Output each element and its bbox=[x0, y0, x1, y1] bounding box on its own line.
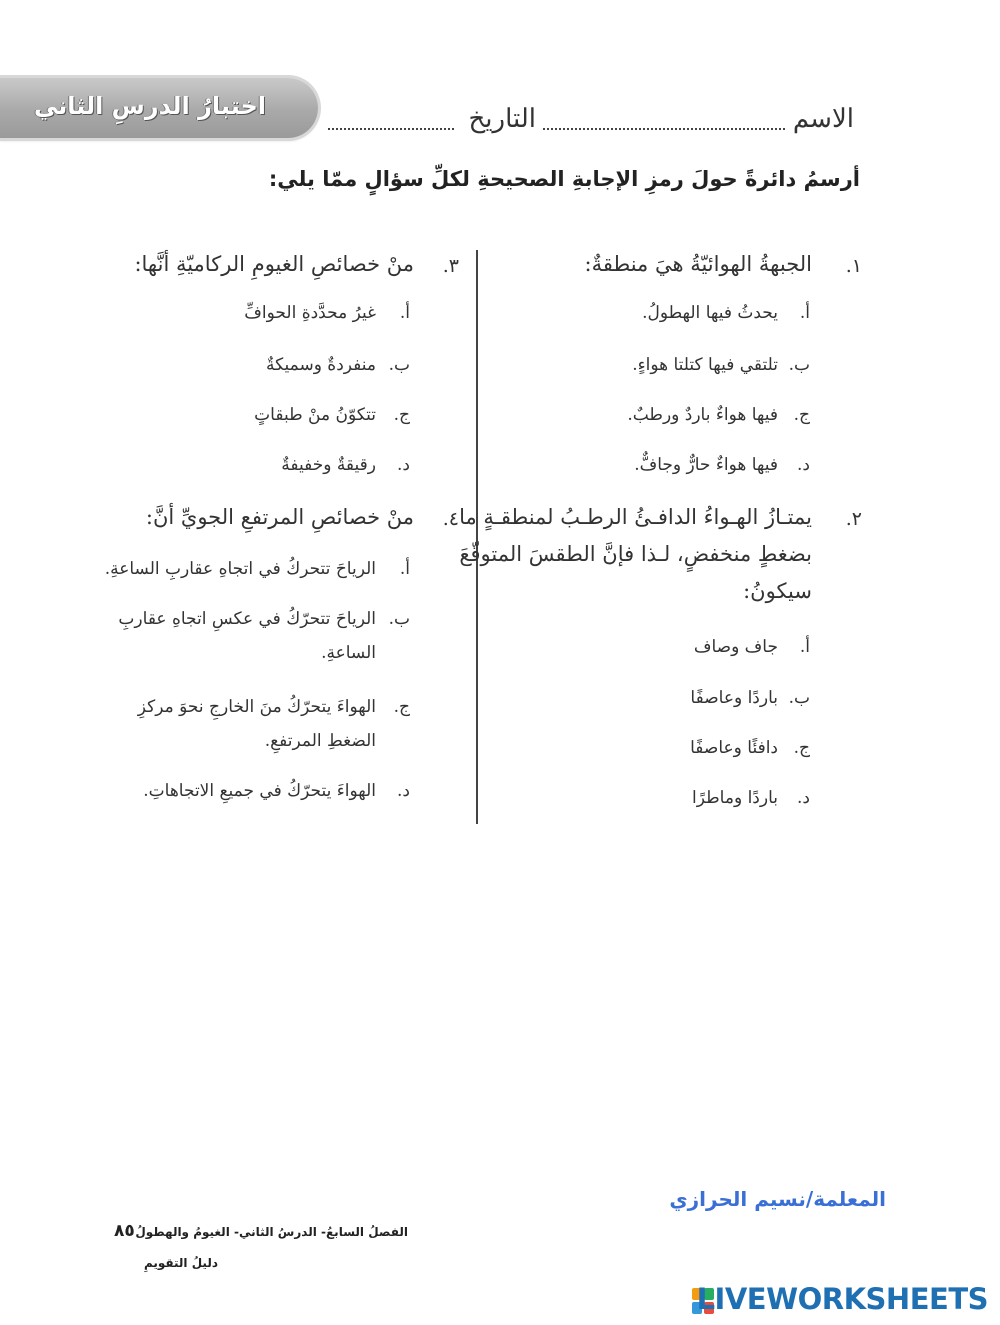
question-number: ٢. bbox=[845, 508, 862, 530]
question-number: ٣. bbox=[442, 255, 459, 277]
option-letter[interactable]: ب. bbox=[788, 355, 810, 375]
option-letter[interactable]: ج. bbox=[393, 697, 410, 717]
question-line: بضغطٍ منخفضٍ، لـذا فإنَّ الطقسَ المتوقّعَ bbox=[459, 542, 812, 566]
option-letter[interactable]: د. bbox=[797, 455, 810, 475]
option-text: يحدثُ فيها الهطولُ. bbox=[642, 303, 778, 323]
option-text: دافئًا وعاصفًا bbox=[690, 738, 778, 758]
option-text: تلتقي فيها كتلتا هواءٍ. bbox=[632, 355, 778, 375]
option-text: الضغطِ المرتفعِ. bbox=[264, 731, 376, 751]
option-text: فيها هواءٌ حارٌّ وجافٌّ. bbox=[634, 455, 778, 475]
option-text: غيرُ محدَّدةِ الحوافِّ bbox=[244, 303, 376, 323]
question-number: ٤. bbox=[442, 508, 459, 530]
option-letter[interactable]: ج. bbox=[793, 405, 810, 425]
option-letter[interactable]: د. bbox=[397, 455, 410, 475]
question-line: سيكونُ: bbox=[743, 579, 812, 603]
option-letter[interactable]: ب. bbox=[388, 609, 410, 629]
option-letter[interactable]: أ. bbox=[799, 637, 810, 657]
page-number: ٨٥ bbox=[114, 1221, 135, 1241]
option-letter[interactable]: أ. bbox=[799, 303, 810, 323]
question-number: ١. bbox=[845, 255, 862, 277]
option-text: تتكوّنُ منْ طبقاتٍ bbox=[254, 405, 376, 425]
footer-guide: دليلُ التقويمِ bbox=[143, 1256, 218, 1270]
option-letter[interactable]: ج. bbox=[793, 738, 810, 758]
option-text: الساعةِ. bbox=[321, 643, 376, 663]
option-text: الهواءَ يتحرّكُ في جميعِ الاتجاهاتِ. bbox=[143, 781, 376, 801]
option-letter[interactable]: أ. bbox=[399, 303, 410, 323]
option-text: الهواءَ يتحرّكُ منَ الخارجِ نحوَ مركزِ bbox=[137, 697, 376, 717]
date-field[interactable] bbox=[328, 128, 454, 130]
test-title: اختبارُ الدرسِ الثاني bbox=[33, 92, 267, 120]
liveworksheets-brand[interactable]: LIVEWORKSHEETS bbox=[696, 1282, 988, 1316]
option-letter[interactable]: ج. bbox=[393, 405, 410, 425]
question-text: منْ خصائصِ المرتفعِ الجويِّ أنَّ: bbox=[145, 505, 414, 529]
instruction: أرسمُ دائرةً حولَ رمزِ الإجابةِ الصحيحةِ لكلِّ سؤالٍ ممّا يلي: bbox=[268, 167, 860, 191]
option-text: فيها هواءٌ باردٌ ورطبٌ. bbox=[627, 405, 778, 425]
option-letter[interactable]: د. bbox=[797, 788, 810, 808]
option-text: رقيقةٌ وخفيفةٌ bbox=[281, 455, 376, 475]
option-text: منفردةٌ وسميكةٌ bbox=[265, 355, 376, 375]
option-text: باردًا وماطرًا bbox=[692, 788, 778, 808]
option-letter[interactable]: ب. bbox=[788, 688, 810, 708]
option-letter[interactable]: أ. bbox=[399, 559, 410, 579]
question-text: الجبهةُ الهوائيّةُ هيَ منطقةٌ: bbox=[584, 252, 812, 276]
option-text: باردًا وعاصفًا bbox=[690, 688, 778, 708]
teacher-name: المعلمة/نسيم الحرازي bbox=[669, 1187, 886, 1211]
option-letter[interactable]: ب. bbox=[388, 355, 410, 375]
question-line: يمتـازُ الهـواءُ الدافـئُ الرطـبُ لمنطقـةٍ ما bbox=[459, 505, 812, 529]
question-text: منْ خصائصِ الغيومِ الركاميّةِ أنَّها: bbox=[134, 252, 414, 276]
footer-chapter: الفصلُ السابعُ- الدرسُ الثاني- الغيومُ والهطولُ bbox=[135, 1225, 408, 1239]
option-letter[interactable]: د. bbox=[397, 781, 410, 801]
name-label: الاسم bbox=[792, 104, 854, 134]
option-text: جاف وصاف bbox=[693, 637, 778, 657]
date-label: التاريخ bbox=[468, 104, 536, 134]
option-text: الرياحَ تتحركُ في اتجاهِ عقاربِ الساعةِ. bbox=[104, 559, 376, 579]
name-field[interactable] bbox=[543, 128, 785, 130]
option-text: الرياحَ تتحرّكُ في عكسِ اتجاهِ عقاربِ bbox=[118, 609, 376, 629]
